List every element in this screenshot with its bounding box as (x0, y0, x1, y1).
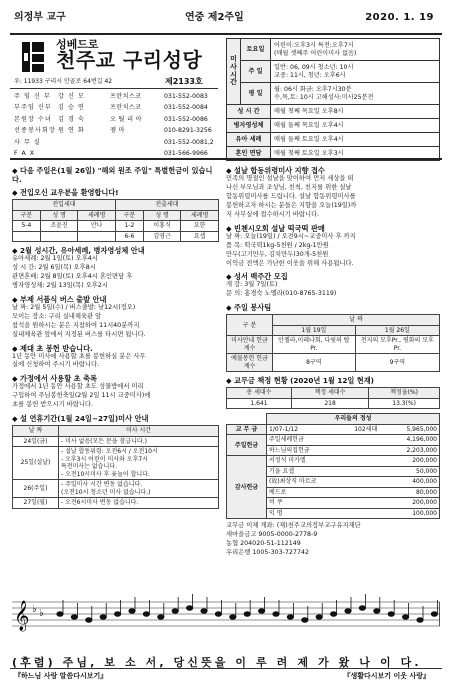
bank-line: 우리은행 1005-303-727742 (226, 549, 309, 557)
notice-ordination-bus: ◆ 부제 서품식 버스 출발 안내 (12, 294, 107, 304)
flat-sign-icon: ♭ (32, 604, 37, 615)
service-label: 성 시 간 (227, 105, 271, 119)
offering-amount: 4,196,000 (386, 435, 439, 446)
bank-accounts (226, 522, 440, 558)
welcome-cell (13, 231, 41, 242)
holiday-date: 27일(월) (13, 498, 59, 509)
offering-table (226, 413, 440, 519)
mass-time-line: 일반: 06, 09시 청소년: 10시 (274, 64, 354, 72)
music-note-icon (417, 618, 423, 623)
staff-row (14, 91, 219, 103)
notice-altar-candle: ◆ 제대 초 봉헌 받습니다. (12, 343, 93, 353)
staff-role: F A X (14, 150, 35, 158)
text-line: 만두(고기만두, 김치만두)30개-5천원 (226, 250, 329, 258)
welcome-col-header: 세례명 (78, 210, 116, 221)
text-line: 날 짜: 오늘(19일) / 오전9시~교중미사 후 까지 (226, 232, 356, 240)
mass-schedule-table (226, 38, 440, 161)
staff-phone: 031-552-0083 (164, 92, 208, 100)
text-line: 개 강: 3월 7일(토) (226, 281, 278, 289)
offering-detail (345, 477, 386, 488)
mass-times (271, 83, 440, 105)
bank-line: 새마을금고 9005-0000-2778-9 (226, 531, 318, 539)
offering-item: 베드로 (267, 487, 346, 498)
text-line: 1년 동안 미사에 사용할 초를 봉헌하실 분은 사무 (12, 352, 146, 360)
date-jan26: 1월 26일 (355, 325, 439, 336)
music-note-icon (287, 615, 293, 620)
top-bar (0, 0, 452, 36)
welcome-cell: 이홍식 (143, 221, 181, 232)
music-note-icon (388, 612, 394, 617)
welcome-table (12, 199, 219, 242)
welcome-cell: 5-4 (13, 221, 41, 232)
issue-number: 제2133호 (165, 77, 203, 86)
music-note-icon (201, 609, 207, 614)
music-note-icon (100, 615, 106, 620)
holiday-row (13, 447, 219, 480)
mass-section-label: 미 사 시 간 (227, 39, 241, 105)
mass-time-line: 수,목,토: 10시 고해성사:미사25분전 (274, 93, 374, 101)
notice-feb-events: ◆ 2월 성시간, 유아세례, 병자영성체 안내 (12, 246, 145, 255)
holiday-line: (오전10시 청소년 미사 없습니다.) (61, 488, 151, 496)
music-note-icon (172, 609, 178, 614)
offering-amount: 50,000 (386, 466, 439, 477)
staff-role: 사 무 실 (14, 138, 41, 146)
welcome-row (13, 231, 219, 242)
offering-item: 1/07-1/12 (267, 424, 346, 435)
ordination-bus-text (12, 304, 219, 340)
text-line: 초를 봉헌 받으시기 바랍니다. (12, 401, 93, 409)
welcome-cell: 요한 (181, 221, 219, 232)
memorial-mass-text (226, 175, 440, 220)
staff-name: 강 신 모 (58, 92, 85, 100)
offering-row (227, 456, 440, 467)
holiday-date: 24일(금) (13, 436, 59, 447)
volunteer-row (227, 336, 440, 354)
date-jan19: 1월 19일 (273, 325, 356, 336)
welcome-cell (40, 231, 78, 242)
text-line: 민족의 명절인 설날을 맞이하여 먼저 세상을 떠 (226, 175, 354, 182)
staff-role: 본원장 수녀 (14, 115, 52, 123)
diocese-label: 의정부 교구 (14, 12, 66, 23)
text-line: 지 사무실에 접수하시기 바랍니다. (226, 210, 320, 218)
right-column (226, 162, 440, 558)
text-line: 이익금 전액은 가난한 이웃을 위해 사용됩니다. (226, 259, 354, 267)
address-divider (10, 88, 218, 89)
bank-line: 농협 204020-51-112149 (226, 540, 301, 548)
music-note-icon (158, 615, 164, 620)
text-line: 합동위령미사를 드립니다. 설날 합동위령미사를 (226, 192, 356, 200)
text-line: 품 목: 떡국떡1kg-5천원 / 2kg-1만원 (226, 241, 329, 249)
music-note-icon (215, 612, 221, 617)
volunteer-team: 안젤라,이레나회, 다윗의 탑Pr. (273, 336, 356, 354)
section-divider (10, 158, 442, 160)
music-note-icon (114, 612, 120, 617)
offering-title: 우리들의 정성 (267, 414, 440, 425)
text-line: 모이는 장소: 구리 실내체육관 앞 (12, 312, 102, 320)
volunteer-row (227, 354, 440, 372)
offering-amount: 200,000 (386, 456, 439, 467)
footer-right: 『생활다시보기 이웃 사랑』 (343, 672, 430, 680)
welcome-cell: 안나 (78, 221, 116, 232)
offering-item: 익 명 (267, 508, 346, 519)
welcome-cell: 요셉 (181, 231, 219, 242)
music-note-icon (431, 612, 437, 617)
holiday-mass-table (12, 425, 219, 509)
music-note-icon (330, 612, 336, 617)
candle-blessing-text (12, 383, 219, 410)
text-line: 구입하여 주님봉헌축일(2월 2일 11시 교중미사)에 (12, 392, 151, 400)
holiday-row (13, 480, 219, 498)
staff-name: 김 승 연 (58, 104, 85, 112)
staff-phone: 010-8291-3256 (164, 127, 212, 135)
offering-item: 기을 요셉 (267, 466, 346, 477)
offering-amount: 200,000 (386, 498, 439, 509)
music-note-icon (143, 612, 149, 617)
pledge-value: 218 (291, 398, 368, 409)
music-note-icon (402, 615, 408, 620)
volunteer-team: 8구역 (273, 354, 356, 372)
staff-role: 선종봉사회장 (14, 127, 56, 135)
notice-overseas-aid: ◆ 다음 주일은(1월 26일) "해외 원조 주일" 특별헌금이 있습니다. (12, 166, 213, 184)
welcome-col-header: 구분 (13, 210, 41, 221)
holiday-times (59, 436, 219, 447)
offering-item: 서정석 미카엘 (267, 456, 346, 467)
music-note-icon (359, 606, 365, 611)
staff-row (14, 137, 219, 149)
text-line: 성 시 간: 2월 6일(목) 오후8시 (12, 263, 96, 271)
church-subtitle: 성베드로 (56, 38, 99, 51)
music-note-icon (129, 609, 135, 614)
offering-item: 하느님의집헌금 (267, 445, 346, 456)
staff-name: 원 연 화 (58, 127, 85, 135)
col-date: 날 짜 (13, 426, 59, 437)
church-logo-icon (20, 41, 46, 73)
text-line: 나신 부모님과 조상님, 친척, 친지를 위한 설날 (226, 183, 352, 191)
church-name: 천주교 구리성당 (56, 48, 203, 72)
moved-in-header: 전입세대 (13, 200, 116, 211)
offering-detail (345, 508, 386, 519)
pledge-value: 13.3(%) (369, 398, 440, 409)
mass-time-line: (매월 셋째주 어린이미사 없음) (274, 49, 357, 57)
staff-row (14, 103, 219, 115)
staff-phone: 031-552-0081,2 (164, 138, 214, 146)
notice-bible-study: ◆ 성서 백주간 모집 (226, 272, 288, 282)
text-line: 병자영성체: 2월 13일(목) 오후2시 (12, 281, 108, 289)
welcome-cell: 조윤진 (40, 221, 78, 232)
hymn-lyrics: (후렴) 주님, 보 소 서, 당신뜻을 이 루 려 제 가 왔 나 이 다. (12, 656, 422, 669)
holiday-line: 특전미사는 없습니다. (61, 463, 117, 471)
service-label: 병자영성체 (227, 119, 271, 133)
service-time: 매월 둘째 목요일 오후4시 (271, 119, 440, 133)
staff-name: 김 경 숙 (58, 115, 85, 123)
text-line: 문 의: 홍경숙 노엘라(010-8765-3119) (226, 290, 337, 298)
welcome-col-header: 세례명 (181, 210, 219, 221)
notice-candle-blessing: ◆ 가정에서 사용할 초 축복 (12, 374, 97, 384)
pledge-value: 1,641 (227, 398, 292, 409)
bible-study-text (226, 281, 440, 299)
music-note-icon (86, 618, 92, 623)
offering-amount: 80,000 (386, 487, 439, 498)
col-date-head: 날 짜 (273, 315, 440, 326)
text-line: 봉헌하고자 하시는 분들은 지향을 오늘(19일)까 (226, 201, 357, 209)
holiday-times (59, 447, 219, 480)
music-note-icon (302, 618, 308, 623)
service-time: 매월 둘째 토요일 오후4시 (271, 133, 440, 147)
notice-volunteer-team: ◆ 주일 봉사팀 (226, 303, 272, 313)
text-line: 유아세례: 2월 1일(토) 오후4시 (12, 255, 98, 262)
welcome-col-header: 성 명 (143, 210, 181, 221)
music-note-icon (345, 609, 351, 614)
notice-pledge-status: ◆ 교무금 책정 현황 (2020년 1월 12일 현재) (226, 376, 374, 386)
service-label: 혼인 면담 (227, 147, 271, 161)
offering-category: 교 무 금 (227, 424, 267, 435)
offering-item: 비 쿠 (267, 498, 346, 509)
staff-phone: 031-552-0086 (164, 115, 208, 123)
holiday-line: - 오전6시미사 변동 없습니다. (61, 499, 139, 507)
welcome-cell: 김영근 (143, 231, 181, 242)
offering-category: 감사헌금 (227, 456, 267, 519)
mass-day: 주 일 (241, 61, 271, 83)
music-note-icon (316, 615, 322, 620)
pledge-col-header: 총 세대수 (227, 388, 292, 399)
feb-events-text (12, 255, 219, 291)
notice-memorial-mass: ◆ 설날 합동위령미사 지향 접수 (226, 166, 325, 175)
offering-row (227, 435, 440, 446)
left-column (12, 162, 219, 509)
volunteer-role: 예물봉헌 헌금계수 (227, 354, 273, 372)
offering-detail (345, 456, 386, 467)
staff-row (14, 114, 219, 126)
welcome-cell: 1-2 (115, 221, 143, 232)
moved-out-header: 전출세대 (115, 200, 218, 211)
text-line: 가정에서 1년 동안 사용할 초도 성물방에서 미리 (12, 383, 144, 391)
text-line: 실내체육관 앞에서 지정된 버스를 타시면 됩니다. (12, 330, 146, 338)
hymn-staff (12, 594, 440, 656)
offering-detail: 102세대 (345, 424, 386, 435)
welcome-col-header: 성 명 (40, 210, 78, 221)
music-note-icon (258, 609, 264, 614)
music-note-icon (273, 612, 279, 617)
holiday-line: - 설날 합동위령: 오전6시 / 오전10시 (61, 448, 158, 456)
volunteer-table (226, 314, 440, 372)
service-time: 매월 첫째 목요일 오후8시 (271, 105, 440, 119)
mass-times (271, 61, 440, 83)
music-note-icon (186, 606, 192, 611)
offering-amount: 100,000 (386, 508, 439, 519)
staff-position: 젬 마 (110, 127, 125, 135)
offering-amount: 5,965,000 (386, 424, 439, 435)
offering-detail (345, 435, 386, 446)
service-label: 유아 세례 (227, 133, 271, 147)
mass-time-line: 월: 06시 화금: 오후7시30분 (274, 86, 352, 94)
staff-directory (14, 91, 219, 160)
welcome-row (13, 221, 219, 232)
staff-position: 프란치스코 (110, 104, 142, 112)
church-address: 우: 11933 구리시 안골로 64번길 42 (14, 78, 113, 85)
volunteer-team: 9구역 (355, 354, 439, 372)
treble-clef-icon: 𝄞 (14, 601, 30, 631)
staff-role: 부주임 신부 (14, 104, 52, 112)
offering-detail (345, 445, 386, 456)
holiday-row (13, 498, 219, 509)
pledge-col-header: 책정율(%) (369, 388, 440, 399)
col-category: 구 분 (227, 315, 273, 336)
holiday-times (59, 480, 219, 498)
offering-amount: 400,000 (386, 477, 439, 488)
mass-time-line: 어린이:오후3시 특전:오후7시 (274, 42, 354, 50)
text-line: 관면혼배: 2월 8일(토) 오후4시 혼인면담 후 (12, 272, 133, 280)
staff-position: 프란치스코 (110, 92, 142, 100)
holiday-line: - 주일미사 시간 변동 없습니다. (61, 481, 143, 489)
col-mass-time: 미사 시간 (59, 426, 219, 437)
bulletin-date: 2020. 1. 19 (365, 12, 434, 23)
volunteer-role: 미사안내 헌금계수 (227, 336, 273, 354)
offering-item: 주일세례헌금 (267, 435, 346, 446)
holiday-times (59, 498, 219, 509)
welcome-cell: 6-6 (115, 231, 143, 242)
text-line: 날 짜: 2월 5일(수) / 버스출발: 낮12시(정오) (12, 303, 136, 311)
holiday-line: - 미사 없음(모든 문을 잠급니다.) (61, 437, 147, 445)
staff-phone: 031-566-9966 (164, 150, 208, 158)
offering-amount: 2,203,000 (386, 445, 439, 456)
mass-times (271, 39, 440, 61)
music-note-icon (230, 615, 236, 620)
holiday-date: 26(주일) (13, 480, 59, 498)
mass-day: 토요일 (241, 39, 271, 61)
flat-sign-icon: ♭ (39, 608, 44, 619)
offering-detail (345, 466, 386, 477)
welcome-col-header: 구분 (115, 210, 143, 221)
staff-phone: 031-552-0084 (164, 104, 208, 112)
footer-left: 『하느님 사랑 말씀다시보기』 (14, 672, 108, 680)
holiday-line: - 오전10시미사 후 윷놀이 합니다. (61, 470, 150, 478)
holiday-row (13, 436, 219, 447)
notice-holiday-mass: ◆ 설 연휴기간(1월 24일~27일)미사 안내 (12, 414, 149, 424)
liturgical-week: 연중 제2주일 (185, 12, 244, 23)
top-divider (10, 33, 442, 35)
holiday-line: - 오후3시 어린이 미사와 오후7시 (61, 455, 148, 463)
music-note-icon (374, 609, 380, 614)
pledge-col-header: 책정 세대수 (291, 388, 368, 399)
text-line: 실에 신청하여 주시기 바랍니다. (12, 361, 100, 369)
offering-detail (345, 487, 386, 498)
mass-time-line: 교중: 11시, 청년: 오후6시 (274, 71, 346, 79)
staff-row (14, 126, 219, 138)
offering-item: (故)최상직 마르코 (267, 477, 346, 488)
offering-category: 주일헌금 (227, 435, 267, 456)
notice-rice-cake-sale: ◆ 빈첸시오회 설날 떡국떡 판매 (226, 223, 325, 233)
pledge-table (226, 387, 440, 409)
rice-cake-sale-text (226, 233, 440, 269)
offering-row (227, 424, 440, 435)
altar-candle-text (12, 353, 219, 371)
volunteer-team: 천지의 모후Pr., 평화의 모후Pr. (355, 336, 439, 354)
service-time: 매월 첫째 토요일 오후3시 (271, 147, 440, 161)
staff-role: 주 임 신 부 (14, 92, 51, 100)
text-line: 참석을 원하시는 분은 지참하여 11시40분까지 (12, 321, 140, 329)
music-note-icon (71, 615, 77, 620)
footer-divider (10, 668, 442, 669)
offering-detail (345, 498, 386, 509)
holiday-date: 25일(설날) (13, 447, 59, 480)
music-note-icon (244, 612, 250, 617)
mass-day: 평 일 (241, 83, 271, 105)
bank-line: 교무금 이체 계좌: (재)천주교의정부교구유지재단 (226, 522, 361, 530)
music-note-icon (57, 612, 63, 617)
welcome-cell (78, 231, 116, 242)
notice-welcome: ◆ 전입오신 교우분을 환영합니다! (12, 188, 119, 197)
staff-position: 오 틸 리 아 (110, 115, 142, 123)
